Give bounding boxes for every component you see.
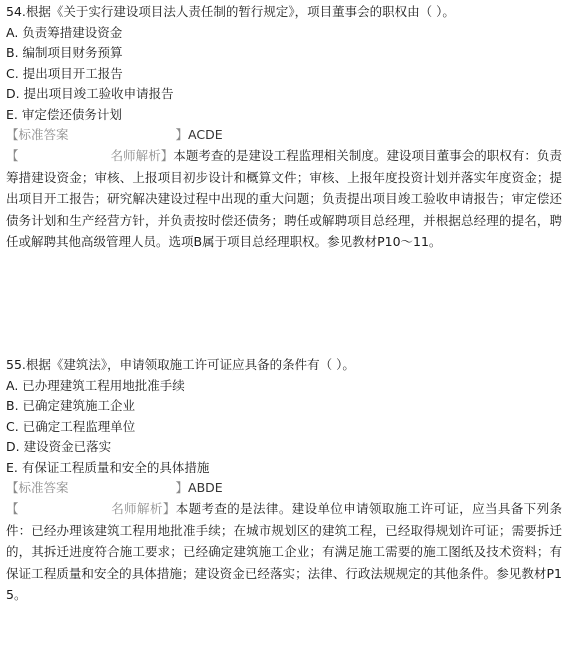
explanation [6,498,562,606]
question-54 [6,2,562,253]
option-text: 提出项目开工报告 [22,65,123,81]
option-d [6,437,562,458]
question-stem: 55.根据《建筑法》，申请领取施工许可证应具备的条件有（ ）。 [6,357,355,372]
option-a [6,23,562,44]
standard-answer [6,478,562,498]
option-b [6,396,562,417]
answer-close: 】 [175,480,189,495]
option-letter: B. [6,45,19,60]
option-b [6,43,562,64]
option-text: 提出项目竣工验收申请报告 [23,86,174,101]
option-letter: E. [6,106,18,122]
explain-label: 名师解析】 [110,148,174,163]
option-a [6,376,562,397]
option-letter: A. [6,377,19,393]
option-c [6,64,562,85]
explanation-text: 本题考查的是建设工程监理相关制度。建设项目董事会的职权有：负责筹措建设资金；审核、上报项目初步设计和概算文件；审核、上报年度投资计划并落实年度资金；提出项目开工报告；研究解决建设过程中出现的重大问题；负责提出项目竣工验收申请报告；审定偿还债务计划和生产经营方针，并负责按时偿还债务；聘任或解聘项目总经理，并根据总经理的提名，聘任或解聘其他高级管理人员。选项B属于项目总经理职权。参见教材P10～11。 [6,148,562,250]
option-letter: B. [6,398,19,413]
option-text: 已确定建筑施工企业 [22,398,136,413]
answer-close: 】 [175,127,189,142]
question-stem: 54.根据《关于实行建设项目法人责任制的暂行规定》，项目董事会的职权由（ ）。 [6,4,455,19]
option-text: 已确定工程监理单位 [22,418,136,434]
answer-value: ABDE [188,480,223,495]
option-text: 负责筹措建设资金 [22,24,123,40]
option-letter: C. [6,418,19,434]
explanation-text: 本题考查的是法律。建设单位申请领取施工许可证，应当具备下列条件：已经办理该建筑工程用地批准手续；在城市规划区的建筑工程，已经取得规划许可证；需要拆迁的，其拆迁进度符合施工要求；已经确定建筑施工企业；有满足施工需要的施工图纸及技术资料；有保证工程质量和安全的具体措施；建设资金已经落实；法律、行政法规规定的其他条件。参见教材P15。 [6,501,562,603]
option-letter: E. [6,459,18,475]
answer-value: ACDE [188,127,223,142]
option-text: 编制项目财务预算 [22,45,123,60]
explain-label: 名师解析】 [110,501,176,516]
answer-label: 【标准答案 [6,127,69,142]
option-letter: D. [6,86,20,101]
option-letter: A. [6,24,19,40]
option-d [6,84,562,105]
option-e [6,105,562,126]
answer-label: 【标准答案 [6,480,69,495]
option-text: 已办理建筑工程用地批准手续 [22,377,185,393]
explanation [6,145,562,253]
option-text: 建设资金已落实 [23,439,112,454]
explain-open: 【 [6,148,19,163]
explain-open: 【 [6,501,19,516]
option-c [6,417,562,438]
option-text: 审定偿还债务计划 [21,106,122,122]
option-letter: D. [6,439,20,454]
option-letter: C. [6,65,19,81]
standard-answer [6,125,562,145]
question-55 [6,355,562,606]
option-text: 有保证工程质量和安全的具体措施 [21,459,210,475]
option-e [6,458,562,479]
